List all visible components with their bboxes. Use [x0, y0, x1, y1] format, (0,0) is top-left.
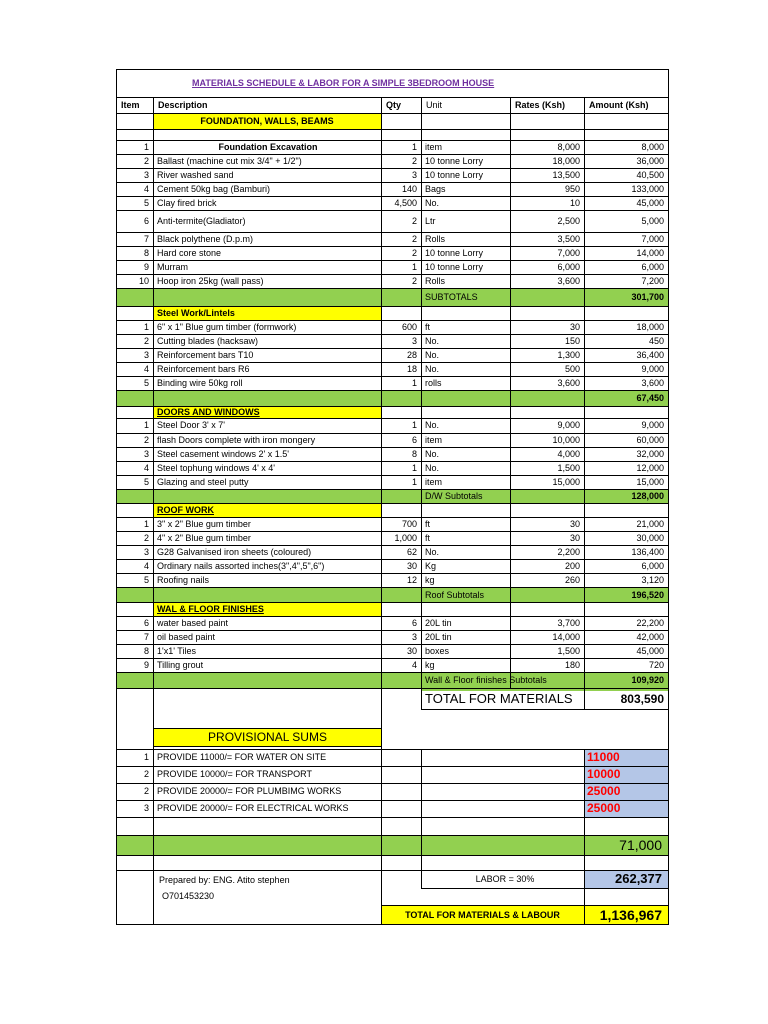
- item-qty: 2: [411, 276, 417, 286]
- provisional-amount: 10000: [587, 767, 621, 781]
- labor-label: LABOR = 30%: [475, 874, 535, 884]
- item-rate: 3,500: [557, 234, 580, 244]
- item-amount: 7,200: [641, 276, 664, 286]
- item-description: Foundation Excavation: [218, 142, 318, 152]
- grid-line: [421, 870, 422, 889]
- column-header-description: Description: [158, 100, 208, 110]
- outer-border-top: [116, 69, 669, 70]
- provisional-title: PROVISIONAL SUMS: [208, 730, 327, 744]
- item-unit: Rolls: [425, 234, 446, 244]
- item-amount: 32,000: [636, 449, 664, 459]
- subtotal-label: [425, 391, 595, 406]
- item-amount: 720: [648, 660, 664, 670]
- item-description: Steel tophung windows 4' x 4': [157, 463, 276, 473]
- item-qty: 1: [411, 262, 417, 272]
- grand-total-label: TOTAL FOR MATERIALS & LABOUR: [405, 910, 560, 920]
- subtotal-label: Wall & Floor finishes Subtotals: [425, 675, 547, 685]
- total-materials-amount: 803,590: [620, 692, 664, 706]
- item-unit: ft: [425, 533, 431, 543]
- item-amount: 9,000: [641, 364, 664, 374]
- item-rate: 30: [569, 519, 580, 529]
- item-qty: 140: [401, 184, 417, 194]
- item-unit: No.: [425, 449, 440, 459]
- item-number: 4: [143, 463, 149, 473]
- item-amount: 136,400: [631, 547, 664, 557]
- item-description: oil based paint: [157, 632, 216, 642]
- item-rate: 30: [569, 533, 580, 543]
- item-amount: 3,120: [641, 575, 664, 585]
- item-rate: 260: [564, 575, 580, 585]
- item-qty: 1: [411, 477, 417, 487]
- item-number: 9: [143, 262, 149, 272]
- item-number: 1: [143, 420, 149, 430]
- provisional-description: PROVIDE 10000/= FOR TRANSPORT: [157, 769, 312, 779]
- item-qty: 1: [411, 378, 417, 388]
- item-description: Cement 50kg bag (Bamburi): [157, 184, 271, 194]
- item-unit: No.: [425, 547, 440, 557]
- item-unit: ft: [425, 519, 431, 529]
- column-header-qty: Qty: [386, 100, 402, 110]
- item-qty: 700: [401, 519, 417, 529]
- item-number: 4: [143, 561, 149, 571]
- item-unit: 20L tin: [425, 618, 452, 628]
- item-number: 8: [143, 248, 149, 258]
- item-amount: 36,000: [636, 156, 664, 166]
- item-number: 8: [143, 646, 149, 656]
- grid-line: [153, 749, 154, 870]
- subtotal-label: D/W Subtotals: [425, 491, 483, 501]
- item-qty: 600: [401, 322, 417, 332]
- item-amount: 9,000: [641, 420, 664, 430]
- item-amount: 21,000: [636, 519, 664, 529]
- item-number: 5: [143, 575, 149, 585]
- item-qty: 30: [406, 646, 417, 656]
- grid-line: [116, 129, 669, 130]
- item-amount: 42,000: [636, 632, 664, 642]
- item-rate: 30: [569, 322, 580, 332]
- item-unit: No.: [425, 350, 440, 360]
- total-materials-label: TOTAL FOR MATERIALS: [425, 691, 573, 706]
- item-rate: 500: [564, 364, 580, 374]
- subtotal-amount: 109,920: [631, 675, 664, 685]
- item-qty: 2: [411, 216, 417, 226]
- subtotal-amount: 196,520: [631, 590, 664, 600]
- item-amount: 22,200: [636, 618, 664, 628]
- item-unit: 20L tin: [425, 632, 452, 642]
- item-number: 5: [143, 477, 149, 487]
- item-qty: 8: [411, 449, 417, 459]
- item-qty: 4: [411, 660, 417, 670]
- item-amount: 45,000: [636, 198, 664, 208]
- item-description: Black polythene (D.p.m): [157, 234, 254, 244]
- item-rate: 10,000: [552, 435, 580, 445]
- item-description: Binding wire 50kg roll: [157, 378, 243, 388]
- item-qty: 1: [411, 463, 417, 473]
- item-unit: No.: [425, 364, 440, 374]
- item-description: Glazing and steel putty: [157, 477, 249, 487]
- prepared-by: Prepared by: ENG. Atito stephen: [159, 875, 290, 885]
- provisional-amount: 25000: [587, 801, 621, 815]
- item-number: 6: [143, 216, 149, 226]
- item-unit: kg: [425, 660, 435, 670]
- item-description: Steel Door 3' x 7': [157, 420, 225, 430]
- item-number: 1: [143, 322, 149, 332]
- item-number: 7: [143, 632, 149, 642]
- item-unit: 10 tonne Lorry: [425, 248, 484, 258]
- item-unit: Ltr: [425, 216, 436, 226]
- item-description: Hard core stone: [157, 248, 222, 258]
- item-unit: Rolls: [425, 276, 446, 286]
- item-amount: 40,500: [636, 170, 664, 180]
- item-qty: 3: [411, 170, 417, 180]
- item-rate: 3,600: [557, 378, 580, 388]
- item-qty: 6: [411, 618, 417, 628]
- grid-line: [153, 97, 154, 688]
- column-header-amount: Amount (Ksh): [589, 100, 649, 110]
- item-description: 6" x 1" Blue gum timber (formwork): [157, 322, 297, 332]
- column-header-item: Item: [121, 100, 140, 110]
- item-description: Anti-termite(Gladiator): [157, 216, 246, 226]
- item-description: River washed sand: [157, 170, 234, 180]
- grid-line: [421, 709, 669, 710]
- item-amount: 30,000: [636, 533, 664, 543]
- item-rate: 150: [564, 336, 580, 346]
- item-amount: 14,000: [636, 248, 664, 258]
- item-amount: 12,000: [636, 463, 664, 473]
- provisional-description: PROVIDE 11000/= FOR WATER ON SITE: [157, 752, 327, 762]
- section-title: WAL & FLOOR FINISHES: [157, 604, 264, 614]
- item-unit: item: [425, 142, 443, 152]
- provisional-item-number: 2: [143, 786, 149, 796]
- item-description: Murram: [157, 262, 188, 272]
- item-qty: 2: [411, 248, 417, 258]
- item-number: 3: [143, 350, 149, 360]
- grand-total-amount: 1,136,967: [599, 907, 662, 923]
- column-header-rate: Rates (Ksh): [515, 100, 566, 110]
- item-unit: rolls: [425, 378, 442, 388]
- item-rate: 180: [564, 660, 580, 670]
- item-unit: kg: [425, 575, 435, 585]
- item-amount: 7,000: [641, 234, 664, 244]
- item-unit: No.: [425, 420, 440, 430]
- grid-line: [116, 817, 669, 818]
- item-rate: 8,000: [557, 142, 580, 152]
- grid-line: [153, 870, 154, 925]
- section-title: DOORS AND WINDOWS: [157, 407, 260, 417]
- item-rate: 13,500: [552, 170, 580, 180]
- item-qty: 1: [411, 420, 417, 430]
- phone-number: O701453230: [162, 891, 215, 901]
- item-rate: 3,700: [557, 618, 580, 628]
- item-unit: boxes: [425, 646, 450, 656]
- item-rate: 14,000: [552, 632, 580, 642]
- item-qty: 30: [406, 561, 417, 571]
- item-number: 2: [143, 435, 149, 445]
- subtotal-amount: 67,450: [636, 393, 664, 403]
- subtotal-label: SUBTOTALS: [425, 292, 478, 302]
- item-amount: 133,000: [631, 184, 664, 194]
- column-header-unit: Unit: [426, 100, 443, 110]
- provisional-total: 71,000: [619, 837, 662, 853]
- item-rate: 18,000: [552, 156, 580, 166]
- provisional-item-number: 2: [143, 769, 149, 779]
- grid-line: [421, 749, 422, 870]
- item-description: Hoop iron 25kg (wall pass): [157, 276, 264, 286]
- item-rate: 15,000: [552, 477, 580, 487]
- item-description: Roofing nails: [157, 575, 210, 585]
- item-qty: 4,500: [394, 198, 417, 208]
- item-unit: Bags: [425, 184, 446, 194]
- provisional-description: PROVIDE 20000/= FOR PLUMBIMG WORKS: [157, 786, 342, 796]
- item-number: 2: [143, 336, 149, 346]
- item-unit: item: [425, 435, 443, 445]
- item-description: Clay fired brick: [157, 198, 217, 208]
- item-number: 4: [143, 364, 149, 374]
- item-rate: 9,000: [557, 420, 580, 430]
- item-rate: 950: [564, 184, 580, 194]
- item-unit: ft: [425, 322, 431, 332]
- item-amount: 450: [648, 336, 664, 346]
- item-qty: 3: [411, 632, 417, 642]
- grid-line: [153, 746, 382, 747]
- grid-line: [116, 688, 669, 689]
- grid-line: [421, 97, 422, 688]
- grid-line: [421, 688, 422, 709]
- section-title: ROOF WORK: [157, 505, 214, 515]
- provisional-item-number: 3: [143, 803, 149, 813]
- section-title: Steel Work/Lintels: [157, 308, 235, 318]
- provisional-amount: 25000: [587, 784, 621, 798]
- item-number: 7: [143, 234, 149, 244]
- item-rate: 1,500: [557, 463, 580, 473]
- grid-line: [116, 855, 669, 856]
- subtotal-amount: 301,700: [631, 292, 664, 302]
- item-description: Tilling grout: [157, 660, 204, 670]
- item-amount: 36,400: [636, 350, 664, 360]
- item-rate: 7,000: [557, 248, 580, 258]
- section-title: FOUNDATION, WALLS, BEAMS: [200, 116, 334, 126]
- item-rate: 6,000: [557, 262, 580, 272]
- document-title: MATERIALS SCHEDULE & LABOR FOR A SIMPLE 3BEDROOM HOUSE: [192, 78, 495, 88]
- outer-border-right: [668, 69, 669, 925]
- grid-line: [381, 688, 382, 749]
- item-qty: 6: [411, 435, 417, 445]
- item-rate: 3,600: [557, 276, 580, 286]
- item-amount: 6,000: [641, 561, 664, 571]
- item-amount: 8,000: [641, 142, 664, 152]
- item-unit: 10 tonne Lorry: [425, 170, 484, 180]
- item-number: 3: [143, 170, 149, 180]
- item-qty: 1,000: [394, 533, 417, 543]
- item-description: Reinforcement bars R6: [157, 364, 250, 374]
- item-number: 3: [143, 547, 149, 557]
- item-number: 5: [143, 198, 149, 208]
- item-unit: Kg: [425, 561, 437, 571]
- item-qty: 2: [411, 234, 417, 244]
- subtotal-label: Roof Subtotals: [425, 590, 485, 600]
- item-rate: 1,500: [557, 646, 580, 656]
- item-amount: 3,600: [641, 378, 664, 388]
- item-description: water based paint: [157, 618, 229, 628]
- item-amount: 18,000: [636, 322, 664, 332]
- item-number: 4: [143, 184, 149, 194]
- item-number: 1: [143, 519, 149, 529]
- item-rate: 4,000: [557, 449, 580, 459]
- subtotal-amount: 128,000: [631, 491, 664, 501]
- item-number: 2: [143, 156, 149, 166]
- item-amount: 5,000: [641, 216, 664, 226]
- item-unit: item: [425, 477, 443, 487]
- labor-amount: 262,377: [615, 871, 662, 886]
- item-description: 1'x1' Tiles: [157, 646, 196, 656]
- item-number: 2: [143, 533, 149, 543]
- item-unit: No.: [425, 198, 440, 208]
- item-description: Ordinary nails assorted inches(3",4",5",6"): [157, 561, 325, 571]
- item-unit: 10 tonne Lorry: [425, 262, 484, 272]
- item-description: 3" x 2" Blue gum timber: [157, 519, 251, 529]
- item-unit: No.: [425, 336, 440, 346]
- item-number: 9: [143, 660, 149, 670]
- item-description: Reinforcement bars T10: [157, 350, 254, 360]
- item-amount: 6,000: [641, 262, 664, 272]
- item-rate: 200: [564, 561, 580, 571]
- item-number: 3: [143, 449, 149, 459]
- item-rate: 2,200: [557, 547, 580, 557]
- item-unit: No.: [425, 463, 440, 473]
- item-rate: 2,500: [557, 216, 580, 226]
- provisional-description: PROVIDE 20000/= FOR ELECTRICAL WORKS: [157, 803, 349, 813]
- item-amount: 45,000: [636, 646, 664, 656]
- item-qty: 3: [411, 336, 417, 346]
- item-description: Ballast (machine cut mix 3/4" + 1/2"): [157, 156, 302, 166]
- item-qty: 1: [411, 142, 417, 152]
- item-number: 1: [143, 142, 149, 152]
- item-qty: 18: [406, 364, 417, 374]
- item-rate: 1,300: [557, 350, 580, 360]
- materials-schedule-sheet: [116, 69, 668, 925]
- item-rate: 10: [569, 198, 580, 208]
- item-amount: 60,000: [636, 435, 664, 445]
- item-description: 4" x 2" Blue gum timber: [157, 533, 251, 543]
- item-number: 10: [138, 276, 149, 286]
- item-qty: 62: [406, 547, 417, 557]
- item-number: 6: [143, 618, 149, 628]
- item-number: 5: [143, 378, 149, 388]
- item-description: G28 Galvanised iron sheets (coloured): [157, 547, 312, 557]
- item-qty: 28: [406, 350, 417, 360]
- item-description: flash Doors complete with iron mongery: [157, 435, 316, 445]
- item-qty: 2: [411, 156, 417, 166]
- grid-line: [421, 888, 669, 889]
- item-description: Cutting blades (hacksaw): [157, 336, 259, 346]
- item-amount: 15,000: [636, 477, 664, 487]
- item-unit: 10 tonne Lorry: [425, 156, 484, 166]
- provisional-amount: 11000: [587, 750, 620, 764]
- item-description: Steel casement windows 2' x 1.5': [157, 449, 290, 459]
- item-qty: 12: [406, 575, 417, 585]
- provisional-item-number: 1: [143, 752, 149, 762]
